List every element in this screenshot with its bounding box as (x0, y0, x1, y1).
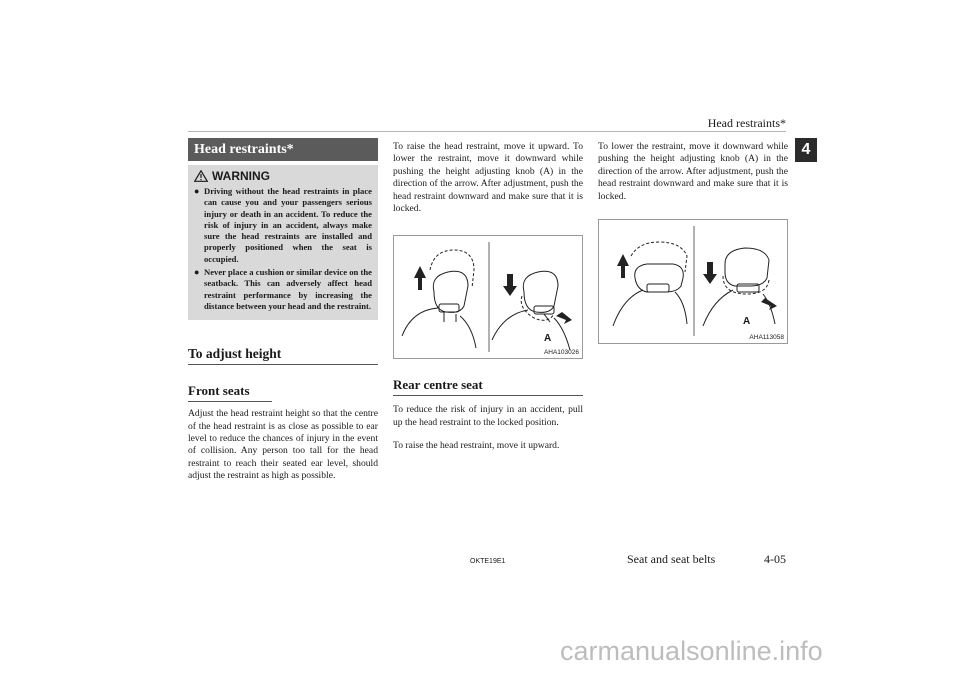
section-title: Head restraints* (188, 138, 378, 161)
running-header-title: Head restraints* (707, 116, 786, 130)
front-seats-heading: Front seats (188, 383, 272, 402)
header-rule (188, 131, 786, 132)
warning-label: WARNING (212, 169, 270, 183)
bullet-icon: ● (194, 267, 200, 278)
warning-box (188, 165, 378, 320)
chapter-tab: 4 (795, 138, 817, 162)
figure-callout-a: A (743, 316, 751, 328)
figure-code: AHA103026 (543, 349, 579, 357)
figure-code: AHA113058 (749, 334, 784, 342)
rear-centre-text-2: To raise the head restraint, move it upward. (393, 440, 560, 452)
adjust-height-heading: To adjust height (188, 346, 378, 365)
figure-callout-a: A (544, 333, 552, 345)
lower-restraint-text: To lower the restraint, move it downward while pushing the height adjusting knob (A) in the direction of the arrow. After adjustment, push the head restraint downward and make sure that it is locked. (598, 141, 788, 202)
raise-lower-text: To raise the head restraint, move it upward. To lower the restraint, move it downward while pushing the height adjusting knob (A) in the direction of the arrow. After adjustment, push the head restraint downward and make sure that it is locked. (393, 141, 583, 215)
front-seats-text: Adjust the head restraint height so that the centre of the head restraint is as close as possible to ear level to reduce the chances of injury in the event of collision. Any person too tall for the head restraint to reach their seated ear level, should adjust the restraint as high as possible. (188, 408, 378, 482)
warning-item-text: Never place a cushion or similar device on the seatback. This can adversely affect head restraint performance by increasing the distance between your head and the restraint. (204, 267, 372, 311)
warning-item-text: Driving without the head restraints in place can cause you and your passengers serious injury or death in an accident. To reduce the risk of injury in an accident, always make sure the head restraints are installed and properly positioned when the seat is occupied. (204, 186, 372, 264)
rear-centre-text-1: To reduce the risk of injury in an accident, pull up the head restraint to the locked position. (393, 404, 583, 428)
warning-item (194, 186, 372, 265)
column-1 (188, 138, 378, 483)
footer-chapter: Seat and seat belts (627, 552, 716, 566)
bullet-icon: ● (194, 186, 200, 196)
rear-head-restraint-figure (598, 219, 788, 344)
rear-head-restraint-illustration (599, 220, 787, 343)
column-2 (393, 138, 583, 453)
warning-triangle-icon (194, 170, 208, 182)
footer-page-number: 4-05 (764, 552, 786, 566)
warning-header (194, 168, 372, 184)
footer-code: OKTE19E1 (470, 558, 506, 565)
rear-centre-heading: Rear centre seat (393, 377, 583, 396)
watermark: carmanualsonline.info (560, 636, 823, 666)
column-3 (598, 138, 788, 344)
head-restraint-illustration (394, 236, 582, 358)
warning-item (194, 267, 372, 312)
front-head-restraint-figure (393, 235, 583, 359)
